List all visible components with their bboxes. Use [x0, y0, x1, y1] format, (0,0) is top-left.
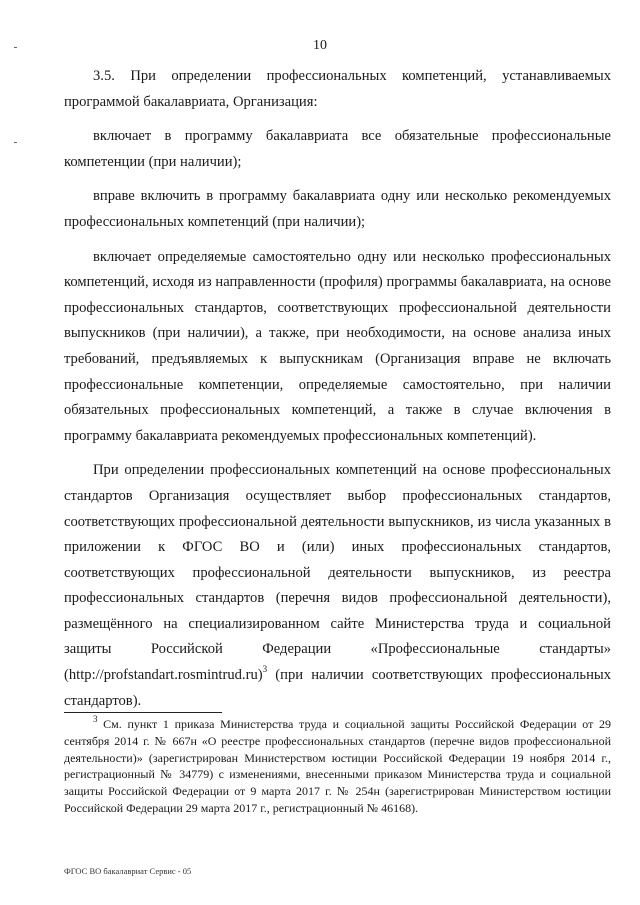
footnote-text: См. пункт 1 приказа Министерства труда и социальной защиты Российской Федерации от 29 сентября 2014 г. № 667н «О реестре профессиональных стандартов (перечне видов профессиональной деятельности)» (зарегистрирован Министерством юстиции Российской Федерации 19 ноября 2014 г., регистрационный № 34779) с изменениями, внесенными приказом Министерства труда и социальной защиты Российской Федерации от 9 марта 2017 г. № 254н (зарегистрирован Министерством юстиции Российской Федерации 29 марта 2017 г., регистрационный № 46168).: [64, 717, 611, 815]
paragraph-text-end: (при наличии соответствующих профессиональных стандартов).: [64, 667, 611, 709]
paragraph-3-5: 3.5. При определении профессиональных компетенций, устанавливаемых программой бакалавриата, Организация:: [64, 68, 611, 110]
body-text: [64, 64, 611, 714]
paragraph-recommended-competences: вправе включить в программу бакалавриата одну или несколько рекомендуемых профессиональных компетенций (при наличии);: [64, 188, 611, 230]
paragraph-text: При определении профессиональных компетенций на основе профессиональных стандартов Организация осуществляет выбор профессиональных стандартов, соответствующих профессиональной деятельности выпускников, из числа указанных в приложении к ФГОС ВО и (или) иных профессиональных стандартов, соответствующих профессиональной деятельности выпускников, из реестра профессиональных стандартов (перечня видов профессиональной деятельности), размещённого на специализированном сайте Министерства труда и социальной защиты Российской Федерации «Профессиональные стандарты» (http://profstandart.rosmintrud.ru): [64, 462, 611, 684]
paragraph-mandatory-competences: включает в программу бакалавриата все обязательные профессиональные компетенции (при наличии);: [64, 128, 611, 170]
footnote-reference[interactable]: 3: [262, 664, 268, 675]
page-number: 10: [313, 38, 327, 53]
page-footer: ФГОС ВО бакалавриат Сервис - 05: [64, 866, 192, 876]
footnote-3: [64, 716, 611, 817]
paragraph-professional-standards: [64, 458, 611, 714]
footnote-separator: [64, 712, 222, 713]
scan-mark: [14, 142, 17, 143]
paragraph-own-competences: включает определяемые самостоятельно одну или несколько профессиональных компетенций, исходя из направленности (профиля) программы бакалавриата, на основе профессиональных стандартов, соответствующих профессиональной деятельности выпускников (при наличии), а также, при необходимости, на основе анализа иных требований, предъявляемых к выпускникам (Организация вправе не включать профессиональные компетенции, определяемые самостоятельно, при наличии обязательных профессиональных компетенций, а также в случае включения в программу бакалавриата рекомендуемых профессиональных компетенций).: [64, 248, 611, 444]
footnote-mark: 3: [93, 714, 98, 724]
footnote: [64, 716, 611, 817]
